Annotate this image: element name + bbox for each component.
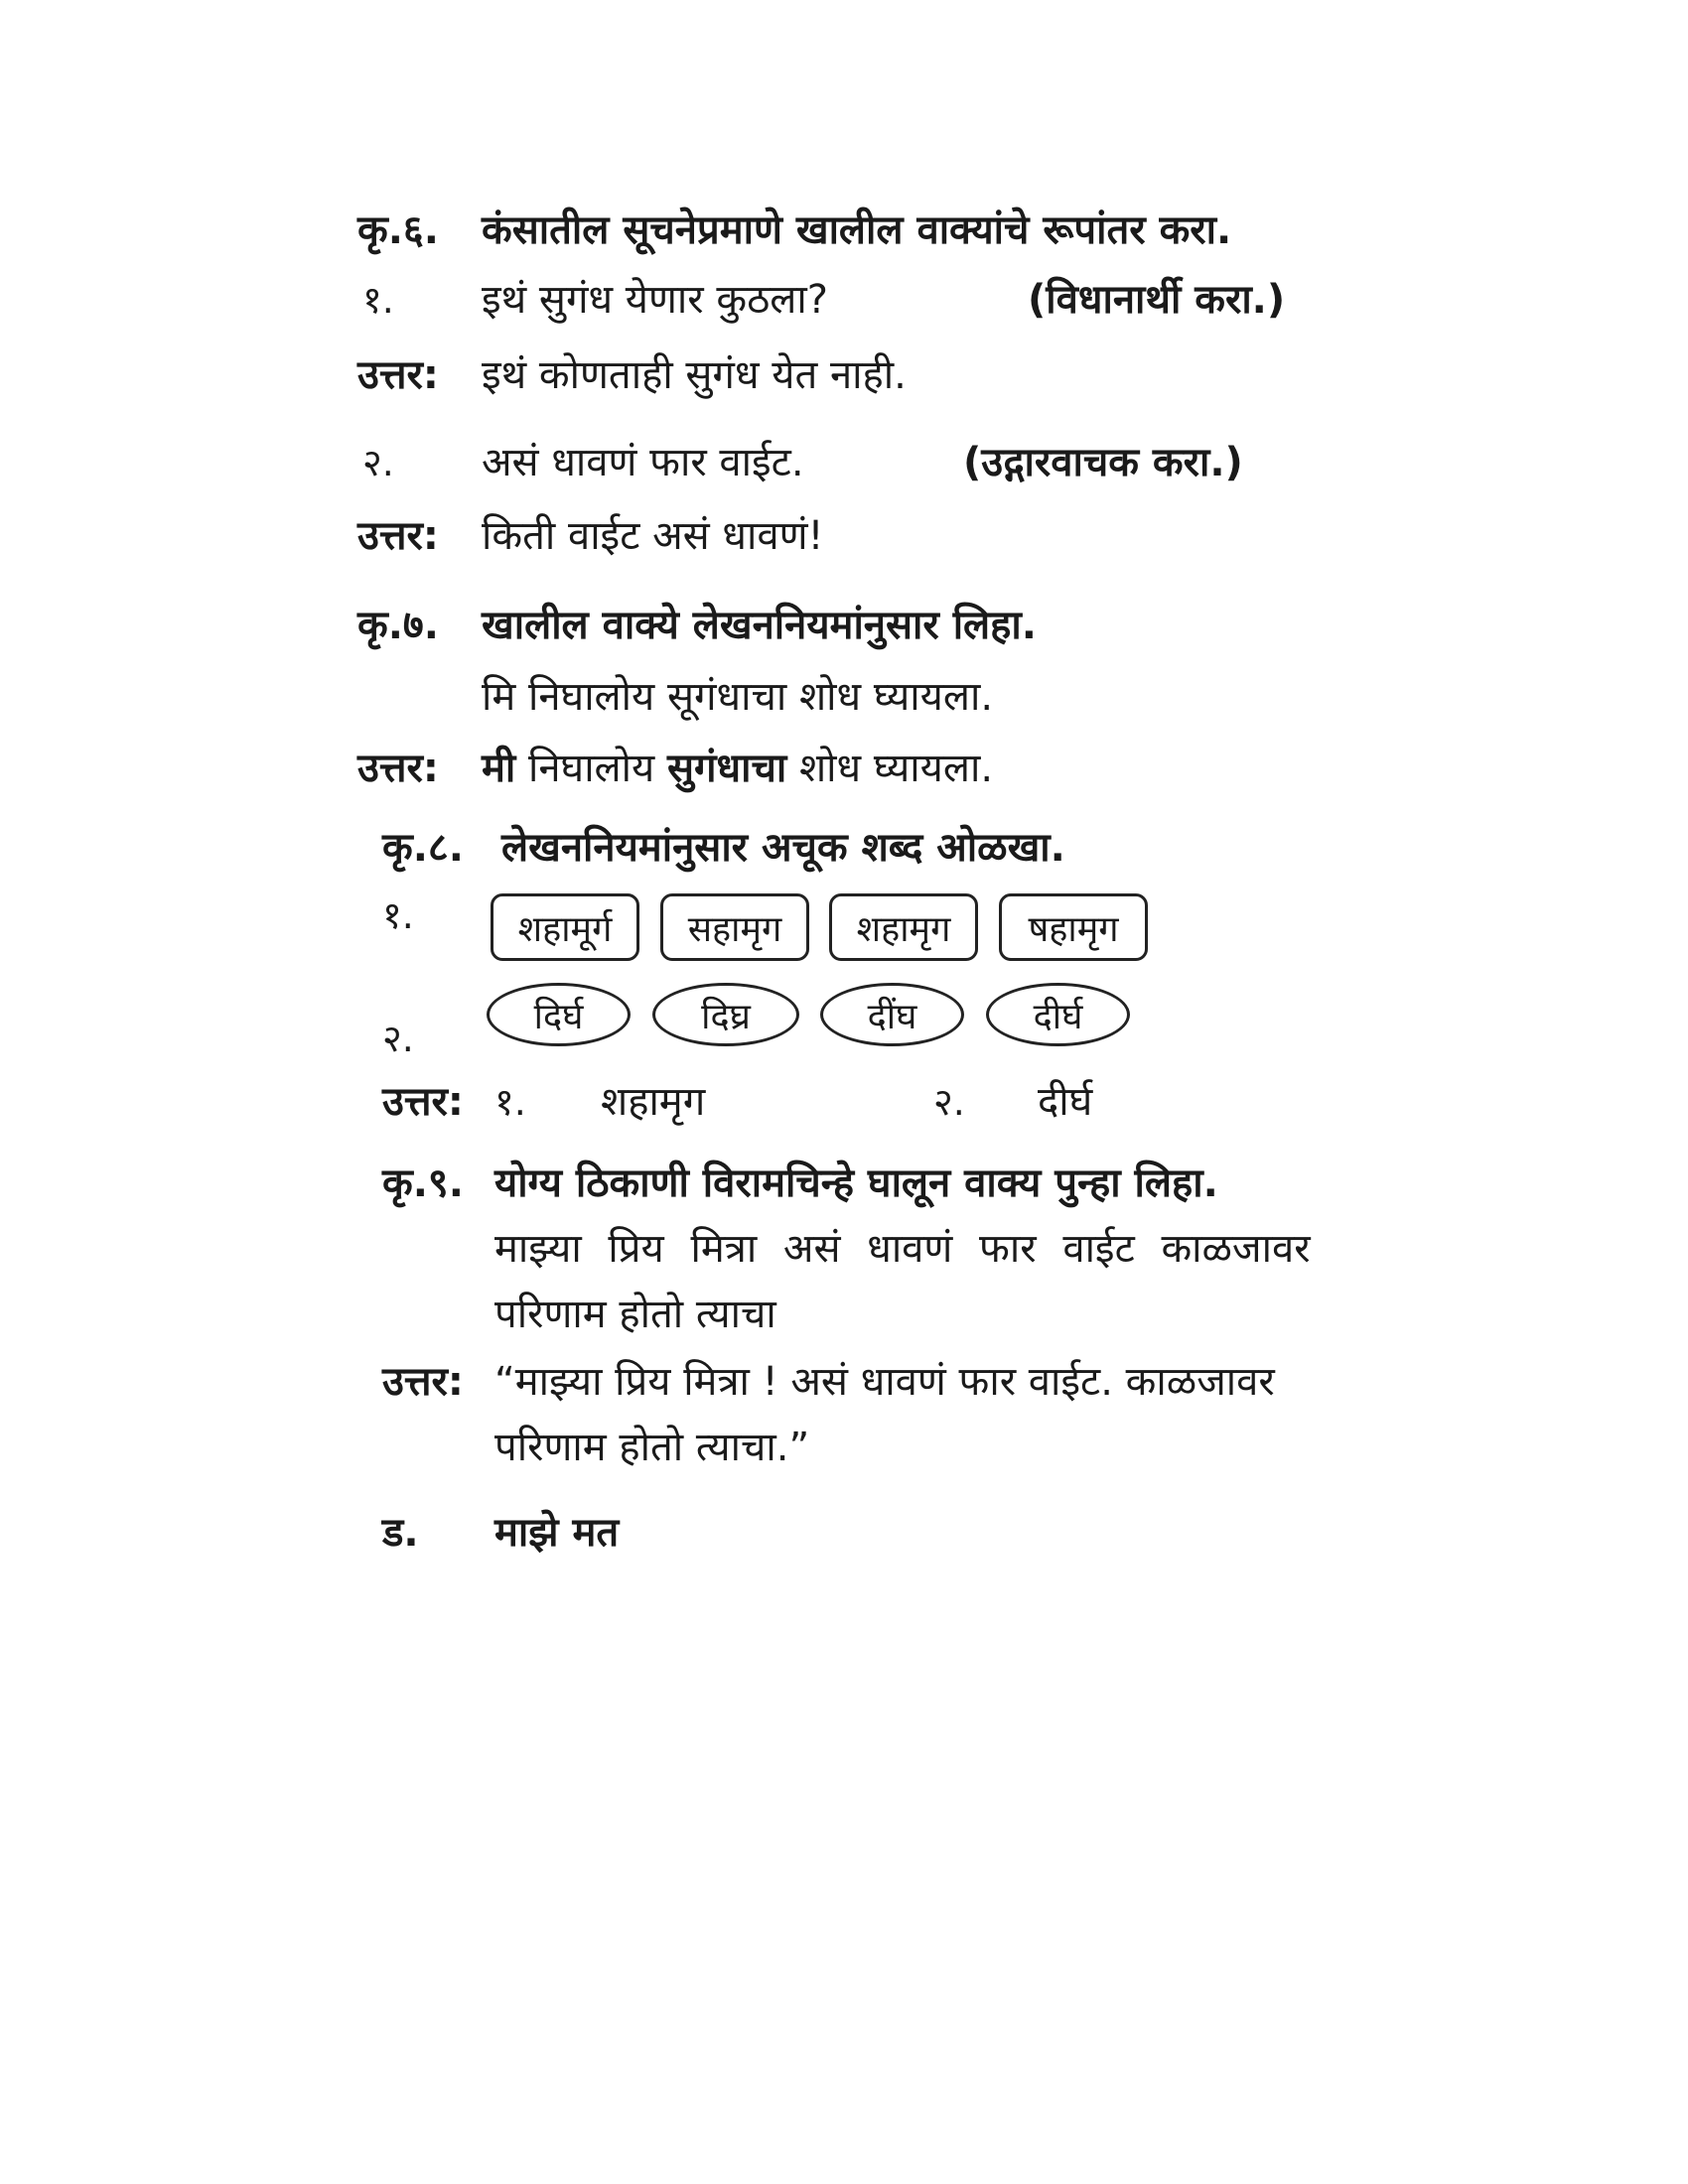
q8-label: कृ.८. — [382, 825, 464, 871]
q8-option-oval-4[interactable]: दीर्घ — [986, 983, 1130, 1046]
q9-heading: योग्य ठिकाणी विरामचिन्हे घालून वाक्य पुन्हा लिहा. — [494, 1160, 1218, 1206]
q7-answer-word-corrected-1: मी — [482, 746, 516, 791]
q6-label: कृ.६. — [357, 207, 439, 253]
q6-item2-answer: किती वाईट असं धावणं! — [482, 513, 824, 559]
q7-answer-label: उत्तर: — [357, 746, 439, 791]
q8-option-oval-2[interactable]: दिघ्र — [652, 983, 799, 1046]
q8-answer1: शहामृग — [601, 1079, 706, 1125]
q8-option-box-4[interactable]: षहामृग — [999, 893, 1148, 961]
section-d-title: माझे मत — [494, 1510, 620, 1556]
q9-answer-line2: परिणाम होतो त्याचा.” — [494, 1425, 810, 1470]
q6-item2-instruction: (उद्गारवाचक करा.) — [963, 440, 1243, 485]
q9-answer-line1: “माझ्या प्रिय मित्रा ! असं धावणं फार वाईट. काळजावर — [494, 1359, 1275, 1405]
q7-heading: खालील वाक्ये लेखननियमांनुसार लिहा. — [482, 603, 1037, 648]
q6-item1-instruction: (विधानार्थी करा.) — [1028, 277, 1286, 323]
q6-item2-number: २. — [362, 441, 394, 484]
q6-heading: कंसातील सूचनेप्रमाणे खालील वाक्यांचे रूपांतर करा. — [482, 207, 1232, 253]
q9-sentence-line1: माझ्या प्रिय मित्रा असं धावणं फार वाईट काळजावर — [494, 1226, 1311, 1272]
q8-heading: लेखननियमांनुसार अचूक शब्द ओळखा. — [501, 825, 1065, 871]
q8-option-box-1[interactable]: शहामूर्ग — [491, 893, 639, 961]
section-d-label: ड. — [382, 1510, 419, 1556]
q9-sentence-line2: परिणाम होतो त्याचा — [494, 1292, 776, 1337]
q8-option-box-2[interactable]: सहामृग — [660, 893, 809, 961]
q9-answer-label: उत्तर: — [382, 1359, 464, 1405]
q8-answer2: दीर्घ — [1038, 1079, 1093, 1125]
q6-item1-sentence: इथं सुगंध येणार कुठला? — [482, 277, 829, 323]
q6-item1-answer: इथं कोणताही सुगंध येत नाही. — [482, 352, 907, 398]
q9-label: कृ.९. — [382, 1160, 464, 1206]
q8-option-box-3[interactable]: शहामृग — [829, 893, 978, 961]
q8-answer2-number: २. — [933, 1080, 965, 1124]
q7-label: कृ.७. — [357, 603, 439, 648]
q6-item2-answer-label: उत्तर: — [357, 513, 439, 559]
q8-answer-label: उत्तर: — [382, 1079, 464, 1125]
q8-row2-number: २. — [382, 1017, 414, 1060]
q7-answer-word-2: निघालोय — [515, 746, 667, 791]
q8-option-oval-3[interactable]: दींघ — [820, 983, 964, 1046]
q6-item1-number: १. — [362, 278, 394, 322]
q8-row1-number: १. — [382, 893, 414, 937]
q7-answer-word-corrected-3: सुगंधाचा — [666, 746, 787, 791]
q6-item1-answer-label: उत्तर: — [357, 352, 439, 398]
q6-item2-sentence: असं धावणं फार वाईट. — [482, 440, 804, 485]
q7-answer — [482, 743, 993, 794]
q7-sentence: मि निघालोय सूगंधाचा शोध घ्यायला. — [482, 674, 994, 720]
q8-option-oval-1[interactable]: दिर्घ — [487, 983, 631, 1046]
q7-answer-word-4: शोध घ्यायला. — [786, 746, 994, 791]
q8-answer1-number: १. — [494, 1080, 526, 1124]
